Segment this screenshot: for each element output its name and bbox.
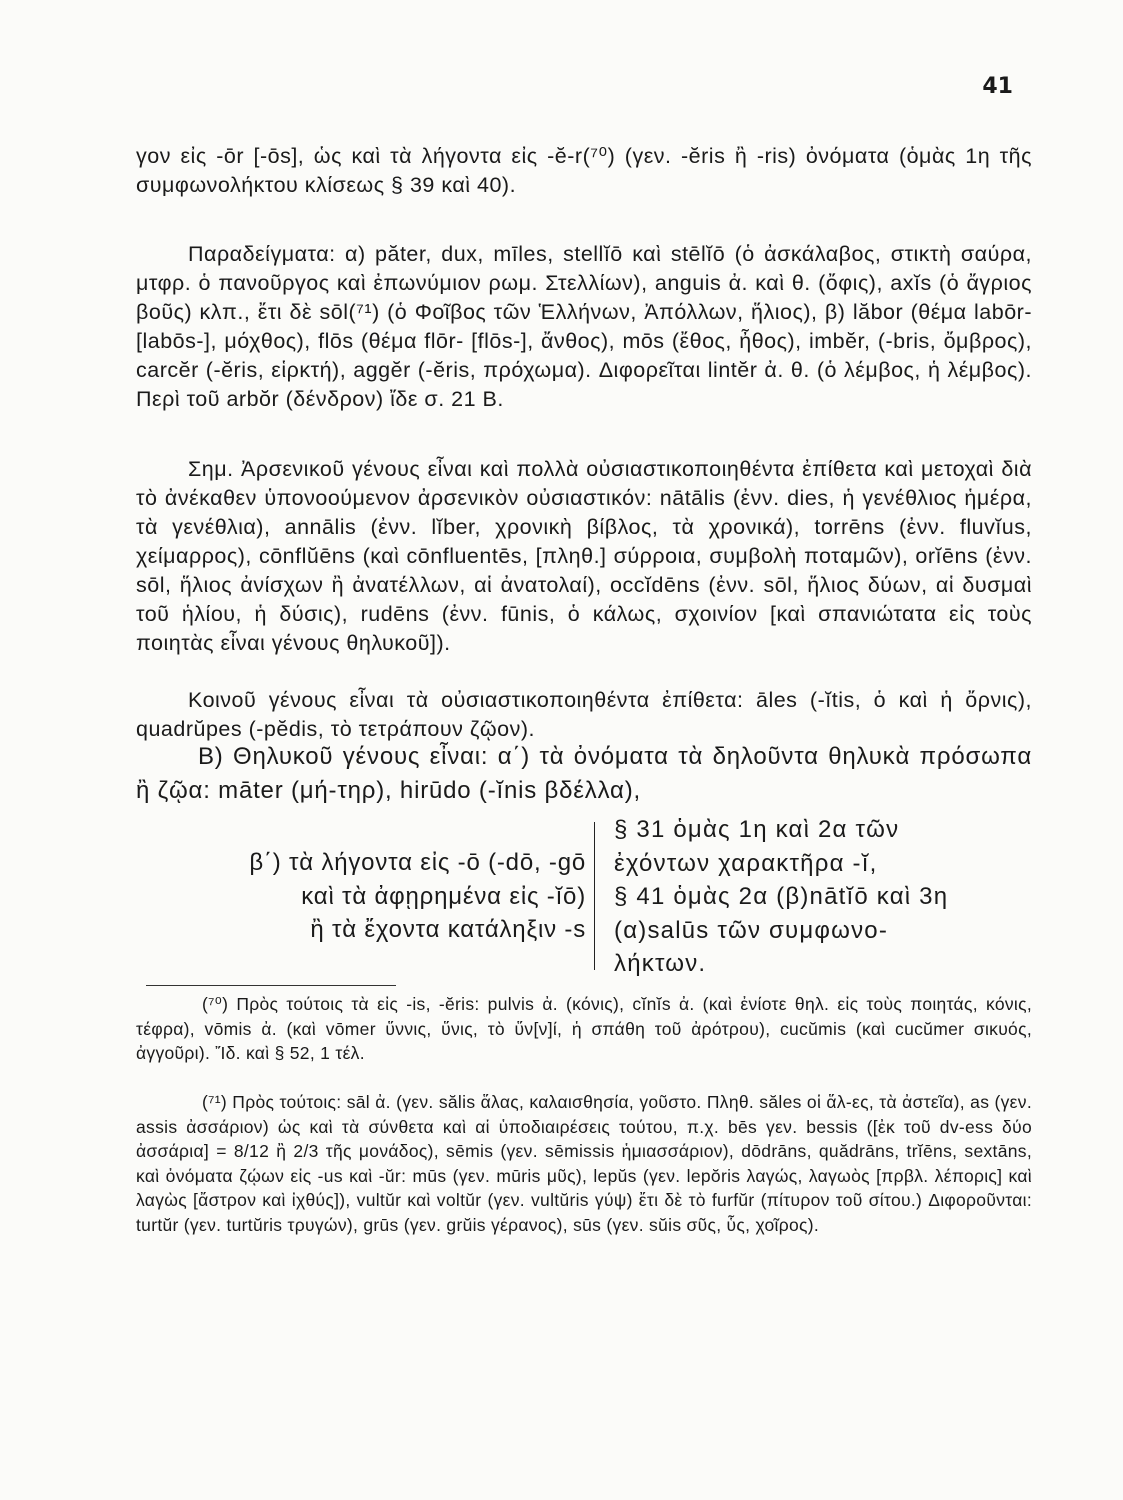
- footnote-divider: [146, 985, 396, 986]
- brace-left-line: καὶ τὰ ἀφῃρημένα εἰς -ĭō): [301, 882, 586, 910]
- brace-right-line: § 31 ὁμὰς 1η καὶ 2α τῶν: [614, 816, 900, 843]
- paragraph-feminine: Β) Θηλυκοῦ γένους εἶναι: α΄) τὰ ὀνόματα τὰ δηλοῦντα θηλυκὰ πρόσωπα ἢ ζῷα: māter (μή-τηρ), hirūdo (-ĭnis βδέλλα),: [136, 743, 1032, 804]
- paragraph-examples: Παραδείγματα: α) păter, dux, mīles, stellĭō καὶ stēlĭō (ὁ ἀσκάλαβος, στικτὴ σαύρα, μτφρ. ὁ πανοῦργος καὶ ἐπωνύμιον ρωμ. Στελλίων), anguis ἀ. καὶ θ. (ὄφις), axĭs (ὁ ἄγριος βοῦς) κλπ., ἔτι δὲ sōl(⁷¹) (ὁ Φοῖβος τῶν Ἑλλήνων, Ἀπόλλων, ἥλιος), β) lăbor (θέμα labōr- [labōs-], μόχθος), flōs (θέμα flōr- [flōs-], ἄνθος), mōs (ἔθος, ἦθος), imbĕr, (-bris, ὄμβρος), carcĕr (-ĕris, εἱρκτή), aggĕr (-ĕris, πρόχωμα). Διφορεῖται lintĕr ἀ. θ. (ὁ λέμβος, ἡ λέμβος). Περὶ τοῦ arbŏr (δένδρον) ἴδε σ. 21 Β.: [136, 242, 1032, 411]
- page-number: 41: [982, 74, 1013, 99]
- brace-left-block: [136, 846, 586, 947]
- brace-right-line: ἐχόντων χαρακτῆρα -ĭ,: [614, 849, 878, 877]
- paragraph-intro: γον εἰς -ōr [-ōs], ὡς καὶ τὰ λήγοντα εἰς -ĕ-r(⁷⁰) (γεν. -ĕris ἢ -ris) ὀνόματα (ὁμὰς 1η τῆς συμφωνολήκτου κλίσεως § 39 καὶ 40).: [136, 144, 1032, 197]
- brace-right-line: § 41 ὁμὰς 2α (β)nātĭō καὶ 3η: [614, 883, 949, 910]
- brace-right-line: λήκτων.: [614, 950, 707, 977]
- footnote-71: (⁷¹) Πρὸς τούτοις: sāl ἀ. (γεν. sălis ἅλας, καλαισθησία, γοῦστο. Πληθ. săles οἱ ἅλ-ες, τὰ ἀστεῖα), as (γεν. assis ἀσσάριον) ὡς καὶ τὰ σύνθετα καὶ αἱ ὑποδιαιρέσεις τούτου, π.χ. bēs γεν. bessis ([ἐκ τοῦ dv-ess δύο ἀσσάρια] = 8/12 ἢ 2/3 τῆς μονάδος), sēmis (γεν. sēmissis ἡμιασσάριον), dōdrāns, quădrāns, trĭēns, sextāns, καὶ ὀνόματα ζῴων εἰς -us καὶ -ŭr: mūs (γεν. mūris μῦς), lepŭs (γεν. lepŏris λαγώς, λαγωὸς [πρβλ. λέπορις] καὶ λαγὼς [ἄστρον καὶ ἰχθύς]), vultŭr καὶ voltŭr (γεν. vultŭris γύψ) ἔτι δὲ τὸ furfŭr (πίτυρον τοῦ σίτου.) Διφοροῦνται: turtŭr (γεν. turtŭris τρυγών), grūs (γεν. grŭis γέρανος), sūs (γεν. sŭis σῦς, ὗς, χοῖρος).: [136, 1092, 1032, 1235]
- brace-right-block: [614, 813, 1034, 981]
- brace-left-line: ἢ τὰ ἔχοντα κατάληξιν -s: [310, 916, 586, 943]
- brace-divider: [594, 822, 595, 970]
- paragraph-common-gender: Κοινοῦ γένους εἶναι τὰ οὐσιαστικοποιηθέντα ἐπίθετα: āles (-ĭtis, ὁ καὶ ἡ ὄρνις), quadrŭpes (-pĕdis, τὸ τετράπουν ζῷον).: [136, 688, 1032, 741]
- brace-left-line: β΄) τὰ λήγοντα εἰς -ō (-dō, -gō: [249, 849, 586, 876]
- paragraph-note: Σημ. Ἀρσενικοῦ γένους εἶναι καὶ πολλὰ οὐσιαστικοποιηθέντα ἐπίθετα καὶ μετοχαὶ διὰ τὸ ἀνέκαθεν ὑπονοούμενον ἀρσενικὸν οὐσιαστικόν: nātālis (ἐνν. dies, ἡ γενέθλιος ἡμέρα, τὰ γενέθλια), annālis (ἐνν. lĭber, χρονικὴ βίβλος, τὰ χρονικά), torrēns (ἐνν. fluvĭus, χείμαρρος), cōnflŭēns (καὶ cōnfluentēs, [πληθ.] σύρροια, συμβολὴ ποταμῶν), orĭēns (ἐνν. sōl, ἥλιος ἀνίσχων ἢ ἀνατέλλων, αἱ ἀνατολαί), occĭdēns (ἐνν. sōl, ἥλιος δύων, αἱ δυσμαὶ τοῦ ἡλίου, ἡ δύσις), rudēns (ἐνν. fūnis, ὁ κάλως, σχοινίον [καὶ σπανιώτατα εἰς τοὺς ποιητὰς εἶναι γένους θηλυκοῦ]).: [136, 457, 1032, 655]
- footnote-70: (⁷⁰) Πρὸς τούτοις τὰ εἰς -is, -ĕris: pulvis ἀ. (κόνις), cĭnĭs ἀ. (καὶ ἐνίοτε θηλ. εἰς τοὺς ποιητάς, κόνις, τέφρα), vōmis ἀ. (καὶ vōmer ὕννις, ὕνις, τὸ ὕν[ν]ί, ἡ σπάθη τοῦ ἀρότρου), cucŭmis (καὶ cucŭmer σικυός, ἀγγοῦρι). Ἴδ. καὶ § 52, 1 τέλ.: [136, 994, 1032, 1063]
- brace-right-line: (α)salūs τῶν συμφωνο-: [614, 916, 889, 944]
